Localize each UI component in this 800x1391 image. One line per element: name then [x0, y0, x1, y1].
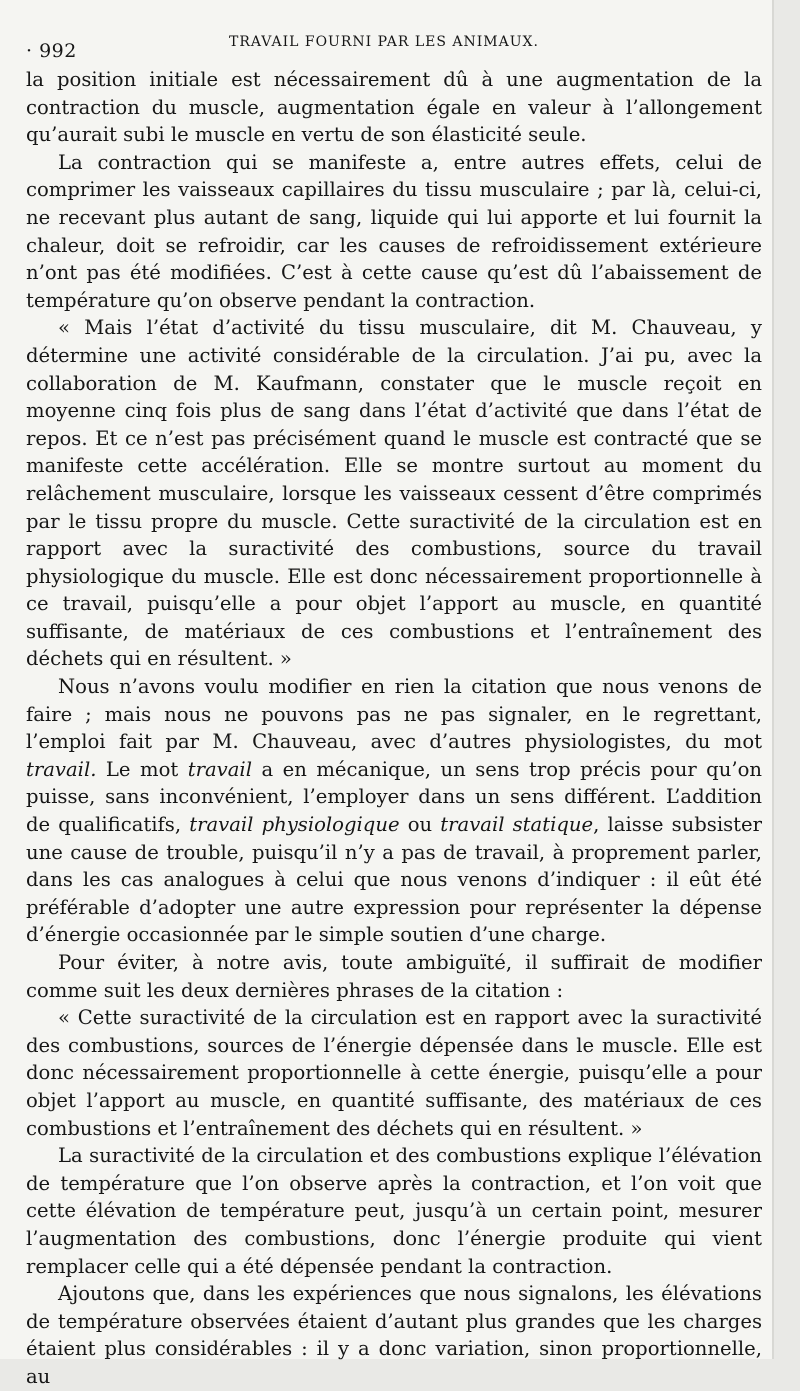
- paragraph: Ajoutons que, dans les expériences que nous signalons, les élévations de température observées étaient d’autant plus grandes que les charges étaient plus considérables : il y a donc variation, sinon proportionnelle, au: [26, 1282, 762, 1388]
- running-title: TRAVAIL FOURNI PAR LES ANIMAUX.: [229, 34, 539, 50]
- paragraph: Pour éviter, à notre avis, toute ambiguïté, il suffirait de modifier comme suit les deux dernières phrases de la citation :: [26, 951, 762, 1002]
- paragraph: La suractivité de la circulation et des combustions explique l’élévation de température que l’on observe après la contraction, et l’on voit que cette élévation de température peut, jusqu’à un certain point, mesurer l’augmentation des combustions, donc l’énergie produite qui vient remplacer celle qui a été dépensée pendant la contraction.: [26, 1144, 762, 1278]
- quoted-paragraph: « Cette suractivité de la circulation est en rapport avec la suractivité des combustions, sources de l’énergie dépensée dans le muscle. Elle est donc nécessairement proportionnelle à cette énergie, puisqu’elle a pour objet l’apport au muscle, en quantité suffisante, des matériaux de ces combustions et l’entraînement des déchets qui en résultent. »: [26, 1006, 762, 1140]
- text-run: Nous n’avons voulu modifier en rien la citation que nous venons de faire ; mais nous ne pouvons pas ne pas signaler, en le regrettant, l’emploi fait par M. Chauveau, avec d’autres physiologistes, du mot: [26, 675, 762, 754]
- page-header: [26, 34, 742, 62]
- text-run: ou: [399, 813, 441, 837]
- text-run: Le mot: [96, 757, 188, 781]
- text-run: a en mécanique, un sens trop précis pour qu’on puisse, sans inconvénient, l’employer dans un sens différent. L’addition de qualificatifs,: [26, 757, 762, 837]
- paragraph: la position initiale est nécessairement dû à une augmentation de la contraction du muscle, augmentation égale en valeur à l’allongement qu’aurait subi le muscle en vertu de son élasticité seule.: [26, 68, 762, 147]
- quoted-paragraph: « Mais l’état d’activité du tissu musculaire, dit M. Chauveau, y détermine une activité considérable de la circulation. J’ai pu, avec la collaboration de M. Kaufmann, constater que le muscle reçoit en moyenne cinq fois plus de sang dans l’état d’activité que dans l’état de repos. Et ce n’est pas précisément quand le muscle est contracté que se manifeste cette accélération. Elle se montre surtout au moment du relâchement musculaire, lorsque les vaisseaux cessent d’être comprimés par le tissu propre du muscle. Cette suractivité de la circulation est en rapport avec la suractivité des combustions, source du travail physiologique du muscle. Elle est donc nécessairement proportionnelle à ce travail, puisqu’elle a pour objet l’apport au muscle, en quantité suffisante, de matériaux de ces combustions et l’entraînement des déchets qui en résultent. »: [26, 316, 762, 671]
- italic-term: travail physiologique: [189, 813, 400, 837]
- italic-term: travail statique: [440, 813, 594, 837]
- italic-term: travail.: [26, 757, 97, 781]
- italic-term: travail: [187, 757, 252, 781]
- page-number: · 992: [26, 40, 77, 62]
- body-text: [26, 66, 762, 1391]
- paragraph: [26, 673, 762, 949]
- paragraph: La contraction qui se manifeste a, entre autres effets, celui de comprimer les vaisseaux capillaires du tissu musculaire ; par là, celui-ci, ne recevant plus autant de sang, liquide qui lui apporte et lui fournit la chaleur, doit se refroidir, car les causes de refroidissement extérieure n’ont pas été modifiées. C’est à cette cause qu’est dû l’abaissement de température qu’on observe pendant la contraction.: [26, 150, 762, 312]
- text-run: , laisse subsister une cause de trouble, puisqu’il n’y a pas de travail, à proprement parler, dans les cas analogues à celui que nous venons d’indiquer : il eût été préférable d’adopter une autre expression pour représenter la dépense d’énergie occasionnée par le simple soutien d’une charge.: [26, 813, 763, 947]
